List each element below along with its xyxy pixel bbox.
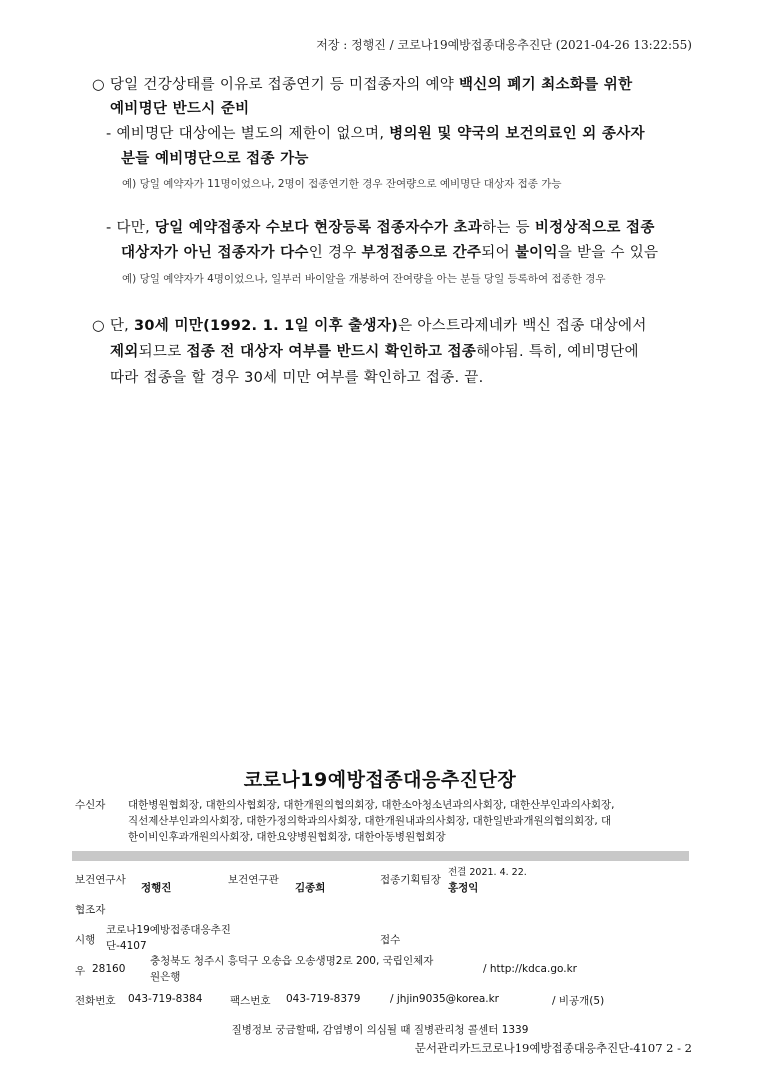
recipients-line-1: 대한병원협회장, 대한의사협회장, 대한개원의협의회장, 대한소아청소년과의사회장, 대한산부인과의사회장, [128,799,615,811]
p4-text-2: 은 아스트라제네카 백신 접종 대상에서 [398,318,647,334]
address [150,953,490,985]
bullet-circle-icon: ○ [92,77,105,93]
p2-bold-2: 분들 예비명단으로 접종 가능 [121,151,309,167]
bullet-paragraph-4 [92,313,702,339]
p4-text-1: 단, [109,318,135,334]
website-link[interactable]: / http://kdca.go.kr [483,963,577,975]
enforcement-line-1: 코로나19예방접종대응추진 [106,924,231,936]
dash-paragraph-3-cont [121,240,701,266]
p3-text-5: 을 받을 수 있음 [557,245,659,261]
hotline-notice: 질병정보 궁금할때, 감염병이 의심될 때 질병관리청 콜센터 1339 [231,1024,529,1036]
postal-label: 우 [75,965,86,977]
doc-number: 문서관리카드코로나19예방접종대응추진단-4107 2 - 2 [414,1041,692,1055]
p1-bold-2: 예비명단 반드시 준비 [110,101,250,117]
bullet-paragraph-1 [92,72,702,98]
recipients-list [128,797,693,845]
p4-bold-3: 접종 전 대상자 여부를 반드시 확인하고 접종 [186,344,477,360]
phone-number: 043-719-8384 [128,993,203,1005]
p3-bold-1: 당일 예약접종자 수보다 현장등록 접종자수가 초과 [154,220,483,236]
dash-paragraph-2-cont [121,146,309,172]
dash-mark: - [106,220,112,236]
p3-bold-3: 대상자가 아닌 접종자가 다수 [121,245,309,261]
email-link[interactable]: / jhjin9035@korea.kr [390,993,500,1005]
divider-bar [72,851,689,861]
p1-text: 당일 건강상태를 이유로 접종연기 등 미접종자의 예약 [109,77,459,93]
enforcement-value [106,922,231,954]
reviewer-label: 보건연구관 [228,874,279,886]
approver-name: 홍정익 [448,882,479,894]
reviewer-name: 김종희 [295,882,326,894]
dash-paragraph-2 [106,121,706,147]
approver-label: 접종기획팀장 [380,874,441,886]
example-2: 예) 당일 예약자가 4명이었으나, 일부러 바이알을 개봉하여 잔여량을 아는 분들 당일 등록하여 접종한 경우 [122,273,606,285]
drafter-name: 정행진 [141,882,172,894]
p3-bold-5: 불이익 [514,245,558,261]
fax-label: 팩스번호 [230,995,271,1007]
recipients-line-2: 직선제산부인과의사회장, 대한가정의학과의사회장, 대한개원내과의사회장, 대한일반과개원의협의회장, 대 [128,815,612,827]
p4-bold-1: 30세 미만(1992. 1. 1일 이후 출생자) [134,318,399,334]
recipients-label: 수신자 [75,799,106,811]
bullet-circle-icon: ○ [92,318,105,334]
save-info: 저장 : 정행진 / 코로나19예방접종대응추진단 (2021-04-26 13:22:55) [316,38,692,52]
disclosure-status: / 비공개(5) [552,995,605,1007]
fax-number: 043-719-8379 [286,993,361,1005]
p4-bold-2: 제외 [110,344,139,360]
enforcement-label: 시행 [75,934,96,946]
bullet-paragraph-4-cont-1 [110,339,705,365]
example-1: 예) 당일 예약자가 11명이었으나, 2명이 접종연기한 경우 잔여량으로 예비명단 대상자 접종 가능 [122,178,562,190]
enforcement-line-2: 단-4107 [106,940,147,952]
sender-title: 코로나19예방접종대응추진단장 [243,769,517,791]
approval-note: 전결 2021. 4. 22. [448,867,527,878]
postal-code: 28160 [92,963,126,975]
p4-text-4: 해야됨. 특히, 예비명단에 [476,344,639,360]
recipients-line-3: 한이비인후과개원의사회장, 대한요양병원협회장, 대한아동병원협회장 [128,831,446,843]
p2-text: 예비명단 대상에는 별도의 제한이 없으며, [116,126,390,142]
bullet-paragraph-4-cont-2: 따라 접종을 할 경우 30세 미만 여부를 확인하고 접종. 끝. [110,370,484,386]
drafter-label: 보건연구사 [75,874,126,886]
p3-bold-2: 비정상적으로 접종 [534,220,655,236]
bullet-paragraph-1-cont [110,96,249,122]
p3-text-2: 하는 등 [482,220,535,236]
p3-text-3: 인 경우 [308,245,362,261]
p1-bold-1: 백신의 폐기 최소화를 위한 [459,77,633,93]
address-line-1: 충청북도 청주시 흥덕구 오송읍 오송생명2로 200, 국립인체자 [150,955,434,967]
dash-mark: - [106,126,112,142]
p3-text-4: 되어 [481,245,515,261]
phone-label: 전화번호 [75,995,116,1007]
reception-label: 접수 [380,934,401,946]
p4-text-3: 되므로 [138,344,187,360]
cooperator-label: 협조자 [75,904,106,916]
address-line-2: 원은행 [150,971,181,983]
p3-text-1: 다만, [116,220,155,236]
dash-paragraph-3 [106,215,706,241]
p3-bold-4: 부정접종으로 간주 [361,245,482,261]
p2-bold-1: 병의원 및 약국의 보건의료인 외 종사자 [389,126,645,142]
